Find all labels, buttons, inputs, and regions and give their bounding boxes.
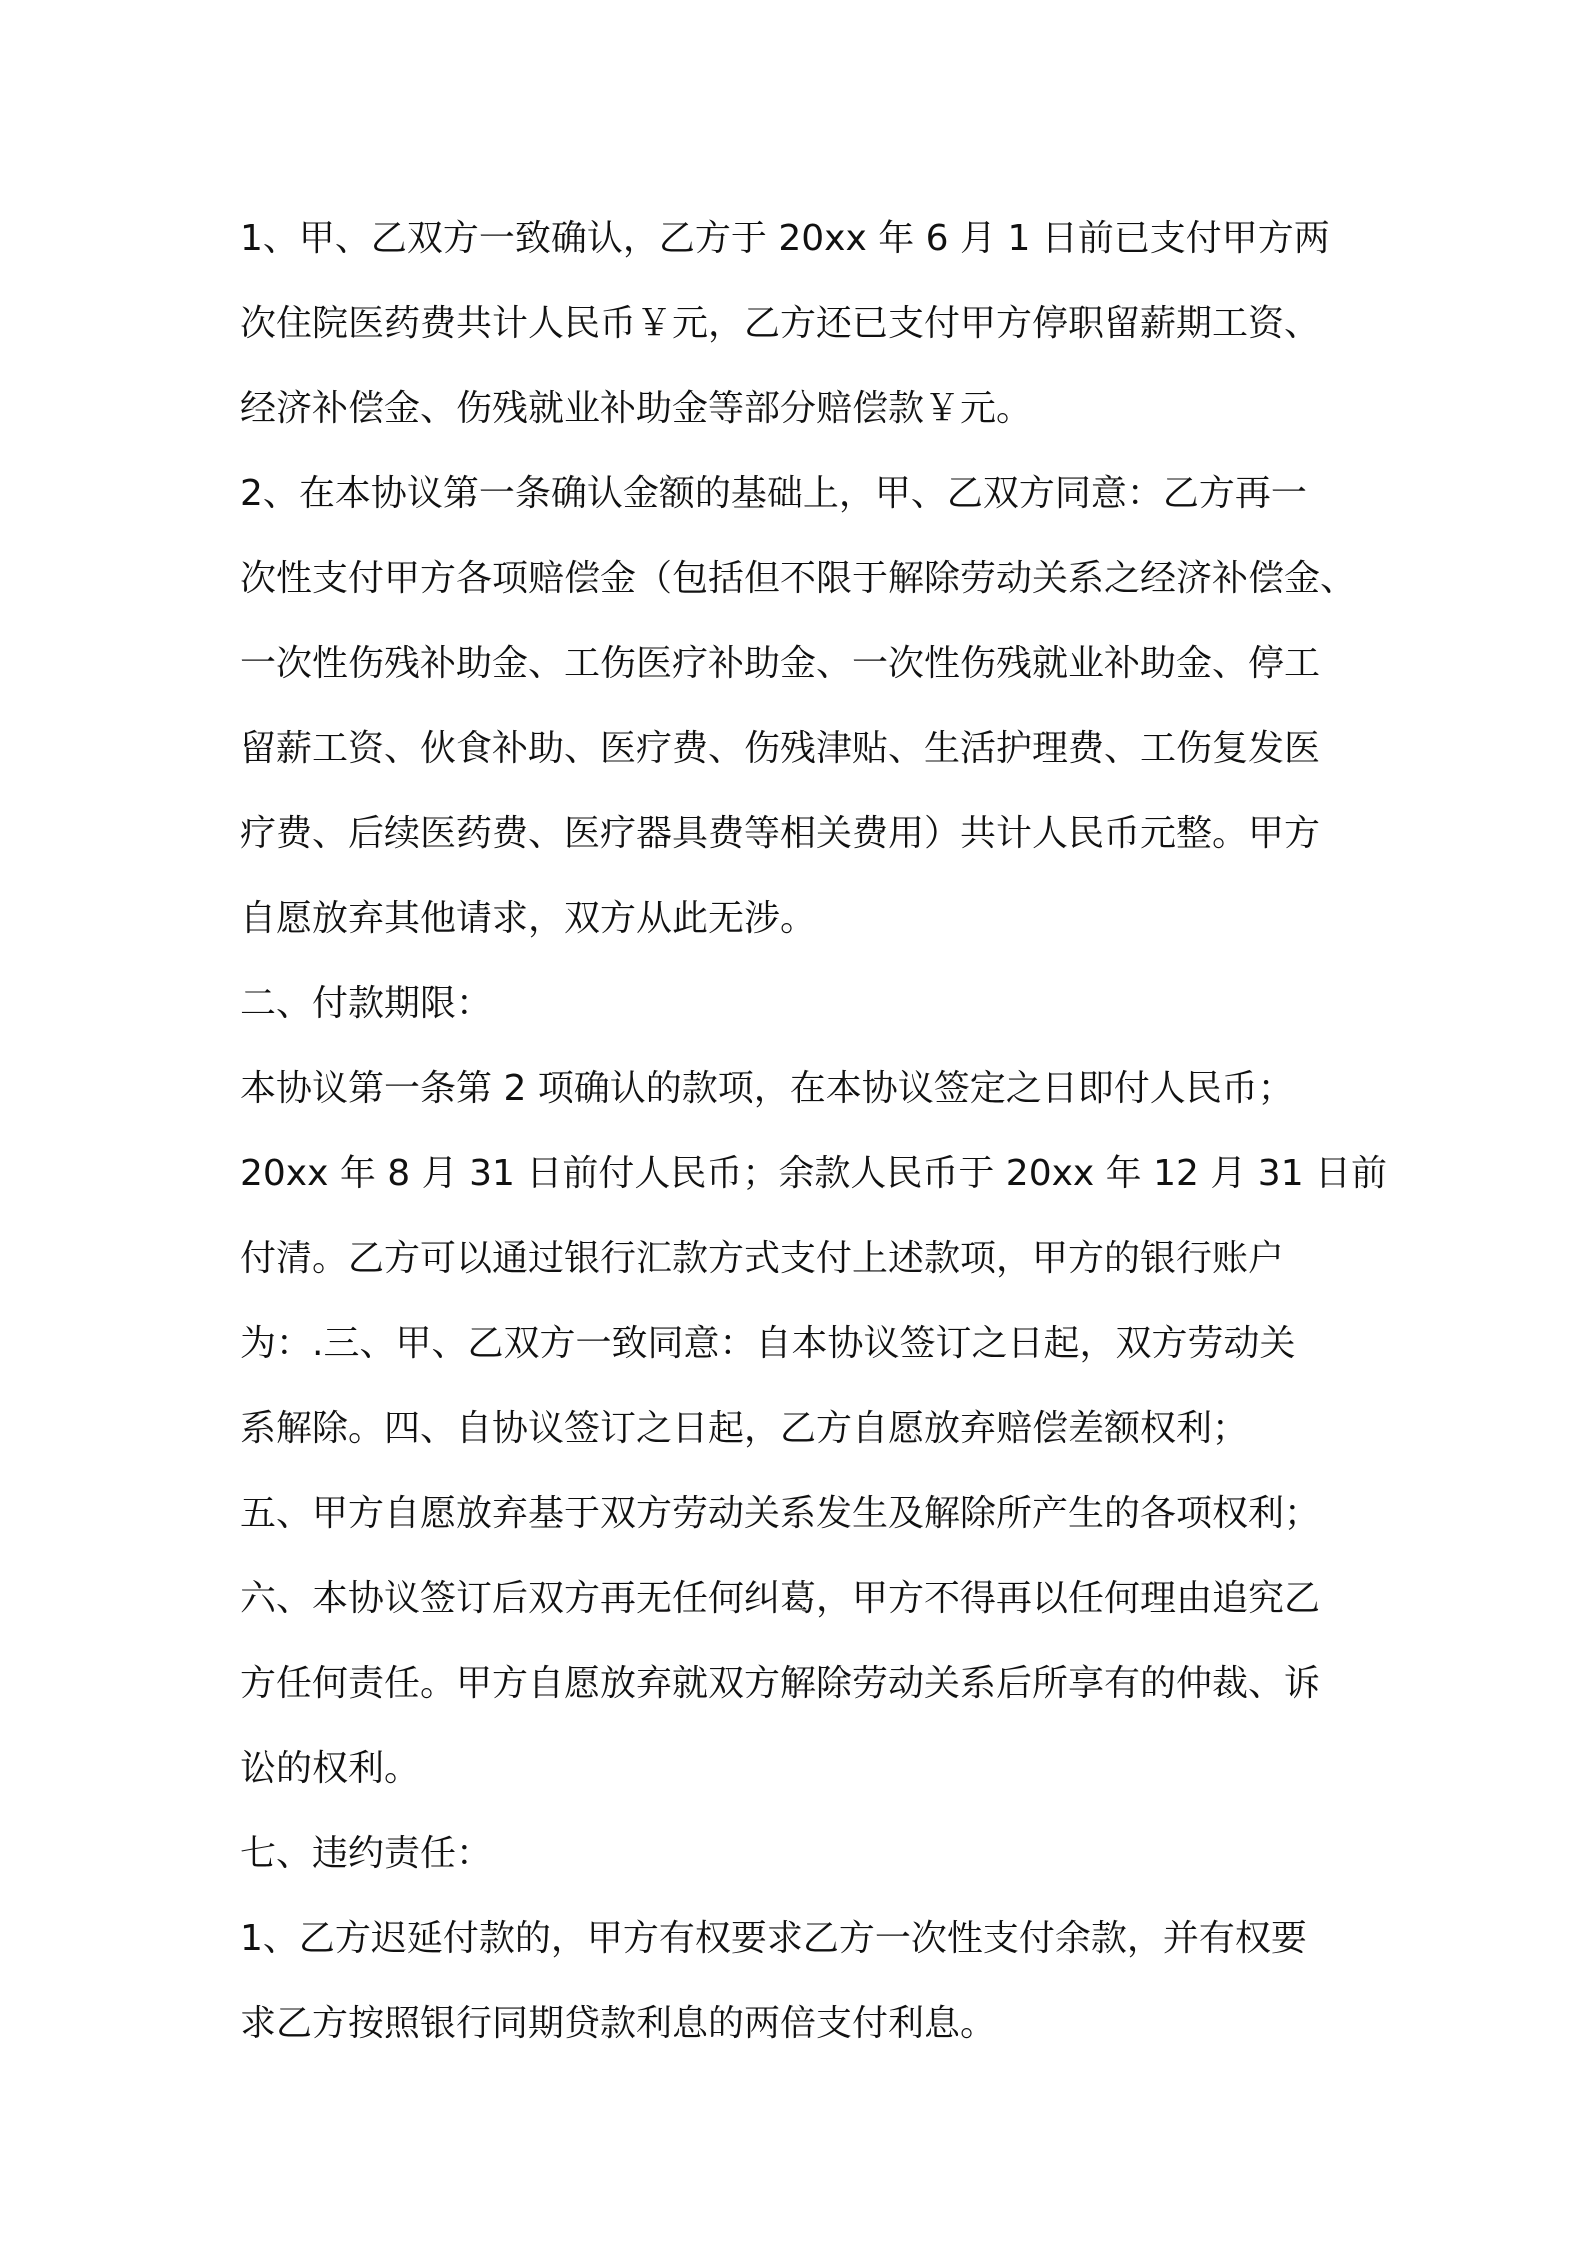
text-line: 方任何责任。甲方自愿放弃就双方解除劳动关系后所享有的仲裁、诉 [240, 1663, 1321, 1704]
text-line: 留薪工资、伙食补助、医疗费、伤残津贴、生活护理费、工伤复发医 [240, 728, 1321, 769]
section-heading: 二、付款期限： [240, 983, 493, 1024]
text-line: 次住院医药费共计人民币￥元，乙方还已支付甲方停职留薪期工资、 [240, 303, 1321, 344]
text-line: 讼的权利。 [240, 1748, 421, 1789]
text-line: 1、乙方迟延付款的，甲方有权要求乙方一次性支付余款，并有权要 [240, 1918, 1307, 1959]
text-line: 经济补偿金、伤残就业补助金等部分赔偿款￥元。 [240, 388, 1033, 429]
text-line: 次性支付甲方各项赔偿金（包括但不限于解除劳动关系之经济补偿金、 [240, 558, 1357, 599]
text-line: 为：.三、甲、乙双方一致同意：自本协议签订之日起，双方劳动关 [240, 1323, 1296, 1364]
text-line: 1、甲、乙双方一致确认，乙方于 20xx 年 6 月 1 日前已支付甲方两 [240, 218, 1330, 259]
text-line: 本协议第一条第 2 项确认的款项，在本协议签定之日即付人民币； [240, 1068, 1294, 1109]
text-line: 一次性伤残补助金、工伤医疗补助金、一次性伤残就业补助金、停工 [240, 643, 1321, 684]
document-body [240, 196, 1388, 2066]
text-line: 求乙方按照银行同期贷款利息的两倍支付利息。 [240, 2003, 997, 2044]
text-line: 五、甲方自愿放弃基于双方劳动关系发生及解除所产生的各项权利； [240, 1493, 1321, 1534]
section-heading: 七、违约责任： [240, 1833, 493, 1874]
text-line: 付清。乙方可以通过银行汇款方式支付上述款项，甲方的银行账户 [240, 1238, 1285, 1279]
text-line: 自愿放弃其他请求，双方从此无涉。 [240, 898, 817, 939]
text-line: 六、本协议签订后双方再无任何纠葛，甲方不得再以任何理由追究乙 [240, 1578, 1321, 1619]
text-line: 20xx 年 8 月 31 日前付人民币；余款人民币于 20xx 年 12 月 31 日前 [240, 1153, 1388, 1194]
text-line: 疗费、后续医药费、医疗器具费等相关费用）共计人民币元整。甲方 [240, 813, 1321, 854]
text-line: 2、在本协议第一条确认金额的基础上，甲、乙双方同意：乙方再一 [240, 473, 1307, 514]
text-line: 系解除。四、自协议签订之日起，乙方自愿放弃赔偿差额权利； [240, 1408, 1249, 1449]
